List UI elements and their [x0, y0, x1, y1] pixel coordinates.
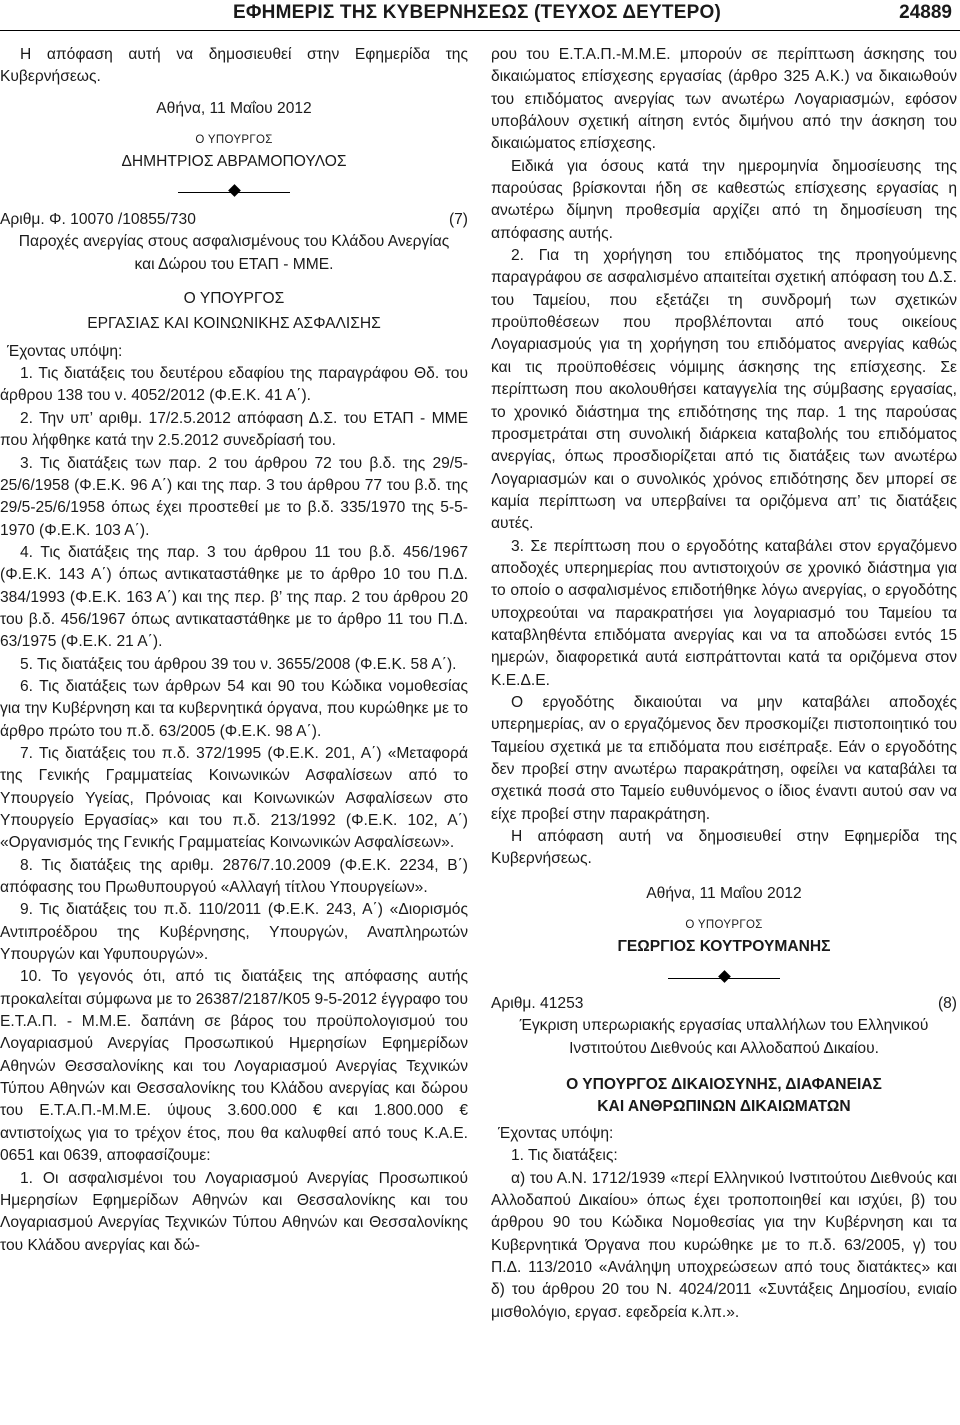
having-regard-label: Έχοντας υπόψη: [7, 342, 123, 360]
decision-number: Αριθμ. Φ. 10070 /10855/730 [0, 211, 196, 229]
recital-8: 8. Τις διατάξεις της αριθμ. 2876/7.10.2009 (Φ.Ε.Κ. 2234, Β΄) απόφασης του Πρωθυπουργού «Αλλαγή τίτλου Υπουργείων». [0, 856, 468, 897]
decision-number-row-2 [491, 993, 957, 1015]
article-2: 2. Για τη χορήγηση του επιδόματος της προηγούμενης παραγράφου σε ασφαλισμένο απαιτείται σχετική απόφαση του Δ.Σ. του Ταμείου, που εξετάζει τη συνδρομή των σχετικών προϋποθέσεων που προβλέπονται από τους οικείους Λογαριασμούς για τη χορήγηση του επιδόματος ανεργίας καθώς και τις προϋποθέσεις νόμιμης άσκησης της επίσχεσης. Σε περίπτωση που ακολουθήσει καταγγελία της σύμβασης εργασίας, το χρονικό διάστημα της επιδότησης της παρ. 1 της παρούσας προσμετράται στη συνολική διάρκεια καταβολής του επιδόματος ανεργίας, όπως προσδιορίζεται από τις διατάξεις των ανωτέρω Λογαριασμών και ο συνολικός χρόνος επιδότησης δεν μπορεί σε καμία περίπτωση να υπερβαίνει τα οριζόμενα απ’ τις διατάξεις αυτές. [491, 247, 957, 533]
section-separator-2 [491, 967, 957, 989]
recital-10: 10. Το γεγονός ότι, από τις διατάξεις της απόφασης αυτής προκαλείται σύμφωνα με το 26387/2187/Κ05 9-5-2012 έγγραφο του Ε.Τ.Α.Π. - Μ.Μ.Ε. δαπάνη σε βάρος του προϋπολογισμού του Λογαριασμού Ανεργίας Προσωπικού Ημερησίων Εφημερίδων Αθηνών Θεσσαλονίκης και του Λογαριασμού Ανεργίας Τεχνικών Τύπου Αθηνών και Θεσσαλονίκης του Κλάδου ανεργίας και δώρου του Ε.Τ.Α.Π.-Μ.Μ.Ε. ύψους 3.600.000 € και 1.800.000 € αντιστοίχως για το τρέχον έτος, που θα καλυφθεί από τους Κ.Α.Ε. 0651 και 0639, αποφασίζουμε: [0, 968, 468, 1165]
decision-subject-2: Έγκριση υπερωριακής εργασίας υπαλλήλων του Ελληνικού Ινστιτούτου Διεθνούς και Αλλοδαπού Δικαίου. [519, 1017, 929, 1057]
recital-2: 2. Την υπ’ αριθμ. 17/2.5.2012 απόφαση Δ.Σ. του ΕΤΑΠ - ΜΜΕ που λήφθηκε κατά την 2.5.2012 συνεδρίασή του. [0, 409, 468, 450]
recital-1: 1. Τις διατάξεις του δευτέρου εδαφίου της παραγράφου Θδ. του άρθρου 138 του ν. 4052/2012 (Φ.Ε.Κ. 41 Α΄). [0, 365, 468, 405]
right-column [491, 44, 957, 1324]
signatory-name-2: ΓΕΩΡΓΙΟΣ ΚΟΥΤΡΟΥΜΑΝΗΣ [617, 938, 831, 956]
signatory-name: ΔΗΜΗΤΡΙΟΣ ΑΒΡΑΜΟΠΟΥΛΟΣ [121, 153, 347, 171]
article-3-employer-rights: Ο εργοδότης δικαιούται να μην καταβάλει αποδοχές υπερημερίας, αν ο εργαζόμενος δεν προσκομίζει πιστοποιητικό του Ταμείου σχετικά με τα επιδόματα που εισέπραξε. Εάν ο εργοδότης δεν προβεί στην ανωτέρω παρακράτηση, οφείλει να καταβάλει τα σχετικά ποσά στο Ταμείο ευθυνόμενος ο ίδιος έναντι αυτού σαν να είχε προβεί στην παρακράτηση. [491, 693, 957, 823]
decision-sequence: (7) [448, 211, 468, 229]
decision-number-2: Αριθμ. 41253 [491, 995, 584, 1013]
header-rule [0, 30, 960, 31]
authority-line-4: ΚΑΙ ΑΝΘΡΩΠΙΝΩΝ ΔΙΚΑΙΩΜΑΤΩΝ [597, 1098, 851, 1116]
having-regard-label-2: Έχοντας υπόψη: [498, 1124, 614, 1142]
article-1-special-case: Ειδικά για όσους κατά την ημερομηνία δημοσίευσης της παρούσας βρίσκονται ήδη σε καθεστώς επίσχεσης εργασίας η ανωτέρω δίμηνη προθεσμία αρχίζει από τη δημοσίευση της απόφασης αυτής. [491, 157, 957, 242]
recital-9: 9. Τις διατάξεις του π.δ. 110/2011 (Φ.Ε.Κ. 243, Α΄) «Διορισμός Αντιπροέδρου της Κυβέρνησης, Υπουργών, Αναπληρωτών Υπουργών και Υφυπουργών». [0, 901, 468, 964]
publication-note: Η απόφαση αυτή να δημοσιευθεί στην Εφημερίδα της Κυβερνήσεως. [0, 46, 468, 86]
recital-b-1: 1. Τις διατάξεις: [511, 1147, 618, 1165]
authority-line-2: ΕΡΓΑΣΙΑΣ ΚΑΙ ΚΟΙΝΩΝΙΚΗΣ ΑΣΦΑΛΙΣΗΣ [87, 315, 381, 333]
decision-number-row [0, 209, 468, 231]
section-separator [0, 181, 468, 203]
article-3: 3. Σε περίπτωση που ο εργοδότης καταβάλει στον εργαζόμενο αποδοχές υπερημερίας που αντιστοιχούν σε χρονικό διάστημα για το οποίο ο ασφαλισμένος επιδοτήθηκε λόγω ανεργίας, ο εργοδότης υποχρεούται να παρακρατήσει για λογαριασμό του Ταμείου τα καταβληθέντα επιδόματα ανεργίας και να τα αποδώσει εντός 15 ημερών, διαφορετικά αυτά εισπράττονται κατά τα οριζόμενα στον Κ.Ε.Δ.Ε. [491, 537, 957, 689]
gazette-title: ΕΦΗΜΕΡΙΣ ΤΗΣ ΚΥΒΕΡΝΗΣΕΩΣ (ΤΕΥΧΟΣ ΔΕΥΤΕΡΟ) [233, 2, 721, 23]
authority-line-3: Ο ΥΠΟΥΡΓΟΣ ΔΙΚΑΙΟΣΥΝΗΣ, ΔΙΑΦΑΝΕΙΑΣ [566, 1076, 882, 1094]
signatory-title-2: Ο ΥΠΟΥΡΓΟΣ [685, 919, 763, 932]
article-1-continued: ρου του Ε.Τ.Α.Π.-Μ.Μ.Ε. μπορούν σε περίπτωση άσκησης του δικαιώματος επίσχεσης εργασίας (άρθρο 325 Α.Κ.) να δικαιωθούν του επιδόματος ανεργίας των ανωτέρω Λογαριασμών, εφόσον υποβάλουν σχετική αίτηση εντός διμήνου από την άσκηση του δικαιώματος επίσχεσης. [491, 46, 957, 153]
page-number: 24889 [899, 2, 952, 23]
recital-b-1a: α) του Α.Ν. 1712/1939 «περί Ελληνικού Ινστιτούτου Διεθνούς και Αλλοδαπού Δικαίου» όπως έχει τροποποιηθεί και ισχύει, β) του άρθρου 90 του Κώδικα Νομοθεσίας για την Κυβέρνηση και τα Κυβερνητικά Όργανα που κυρώθηκε με το π.δ. 63/2005, γ) του Π.Δ. 113/2010 «Ανάληψη υποχρεώσεων από τους διατάκτες» και δ) του άρθρου 20 του Ν. 4024/2011 «Συντάξεις Δημοσίου, ενιαίο μισθολόγιο, εργασ. εφεδρεία κ.λπ.». [491, 1169, 957, 1321]
recital-6: 6. Τις διατάξεις των άρθρων 54 και 90 του Κώδικα νομοθεσίας για την Κυβέρνηση και τα κυβερνητικά όργανα, που κυρώθηκε με το άρθρο πρώτο του π.δ. 63/2005 (Φ.Ε.Κ. 98 Α΄). [0, 677, 468, 740]
page-header [0, 0, 960, 30]
authority-line-1: Ο ΥΠΟΥΡΓΟΣ [183, 290, 285, 308]
left-column [0, 44, 468, 1257]
place-date-2: Αθήνα, 11 Μαΐου 2012 [646, 884, 802, 902]
recital-5: 5. Τις διατάξεις του άρθρου 39 του ν. 3655/2008 (Φ.Ε.Κ. 58 Α΄). [20, 655, 457, 673]
recital-3: 3. Τις διατάξεις των παρ. 2 του άρθρου 72 του β.δ. της 29/5-25/6/1958 (Φ.Ε.Κ. 96 Α΄) και της παρ. 3 του άρθρου 77 του β.δ. της 29/5-25/6/1958 όπως έχει προστεθεί με το β.δ. 335/1970 της 5-5-1970 (Φ.Ε.Κ. 103 Α΄). [0, 454, 468, 539]
signatory-title: Ο ΥΠΟΥΡΓΟΣ [195, 134, 273, 147]
recital-4: 4. Τις διατάξεις της παρ. 3 του άρθρου 11 του β.δ. 456/1967 (Φ.Ε.Κ. 143 Α΄) όπως αντικαταστάθηκε με το άρθρο 10 του Π.Δ. 384/1993 (Φ.Ε.Κ. 163 Α΄) και της περ. β’ της παρ. 2 του άρθρου 20 του β.δ. 456/1967 όπως αντικαταστάθηκε με το άρθρο 11 του Π.Δ. 63/1975 (Φ.Ε.Κ. 21 Α΄). [0, 543, 468, 651]
decision-subject: Παροχές ανεργίας στους ασφαλισμένους του Κλάδου Ανεργίας και Δώρου του ΕΤΑΠ - ΜΜΕ. [18, 233, 450, 273]
publication-note-2: Η απόφαση αυτή να δημοσιευθεί στην Εφημερίδα της Κυβερνήσεως. [491, 828, 957, 868]
decision-sequence-2: (8) [937, 995, 957, 1013]
article-1-start: 1. Οι ασφαλισμένοι του Λογαριασμού Ανεργίας Προσωπικού Ημερησίων Εφημερίδων Αθηνών και Θεσσαλονίκης και του Λογαριασμού Ανεργίας Τεχνικών Τύπου Αθηνών και Θεσσαλονίκης του Κλάδου ανεργίας και δώ- [0, 1169, 468, 1254]
place-date: Αθήνα, 11 Μαΐου 2012 [156, 99, 312, 117]
recital-7: 7. Τις διατάξεις του π.δ. 372/1995 (Φ.Ε.Κ. 201, Α΄) «Μεταφορά της Γενικής Γραμματείας Κοινωνικών Ασφαλίσεων από το Υπουργείο Υγείας, Πρόνοιας και Κοινωνικών Ασφαλίσεων στο Υπουργείο Εργασίας» και του π.δ. 213/1992 (Φ.Ε.Κ. 102, Α΄) «Οργανισμός της Γενικής Γραμματείας Κοινωνικών Ασφαλίσεων». [0, 744, 468, 852]
